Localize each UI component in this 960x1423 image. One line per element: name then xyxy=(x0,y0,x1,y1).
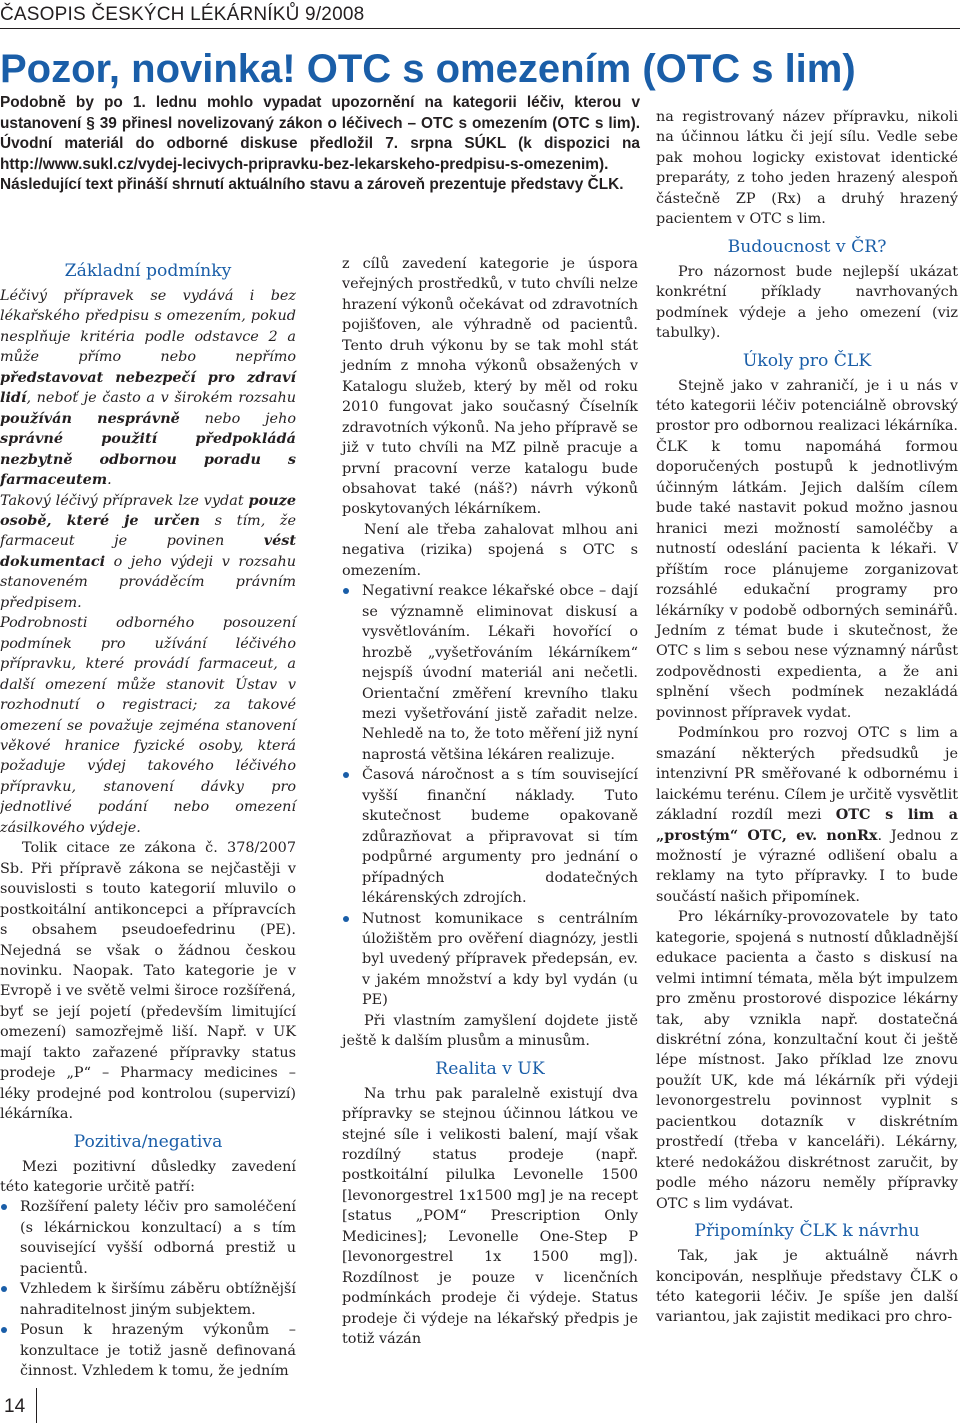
paragraph-text: Podmínkou pro rozvoj OTC s lim a smazání některých předsudků je intenzivní PR směřované k odbornému i laickému terénu. Cílem je určitě vysvětlit základní rozdíl mezi xyxy=(656,725,958,824)
list-item-text: Rozšíření palety léčiv pro samoléčení (s lékárnickou konzultací) a s tím související vyšší odborná prestiž u pacientů. xyxy=(20,1199,296,1277)
paragraph-text: . Jednou z možností je výrazné odlišení obalu a reklamy na tyto přípravky. I to bude součástí našich připomínek. xyxy=(656,827,958,905)
bullet-icon xyxy=(343,916,349,922)
bullet-icon xyxy=(1,1204,7,1210)
list-item xyxy=(0,1320,296,1381)
bullet-icon xyxy=(343,588,349,594)
law-emphasis: používán nesprávně xyxy=(0,409,180,427)
list-item-text: Vzhledem k širšímu záběru obtížnější nahraditelnost jiným subjektem. xyxy=(20,1281,296,1318)
column-2 xyxy=(342,254,638,1350)
law-text: Léčivý přípravek se vydává i bez lékařského předpisu s omezením, pokud nesplňuje kritéria podle odstavce 2 a může přímo nebo nepřímo xyxy=(0,288,296,366)
paragraph xyxy=(656,723,958,907)
list-item-text: Negativní reakce lékařské obce – dají se významně eliminovat diskusí a vysvětlováním. Lékaři hovořící o hrozbě „vyšetřováním lékárníkem“ nejspíš úvodní materiál ani nečetli. Orientační změření krevního tlaku mezi vyšetřování jistě zařadit nelze. Nehledě na to, že toto měření již nyní naprostá většina lékáren realizuje. xyxy=(362,583,638,763)
negatives-list xyxy=(342,581,638,1011)
paragraph: Není ale třeba zahalovat mlhou ani negativa (rizika) spojená s OTC s omezením. xyxy=(342,521,638,579)
law-quote-1 xyxy=(0,286,296,491)
paragraph: Tak, jak je aktuálně návrh koncipován, nesplňuje představy ČLK o této kategorii léčiv. Je spíše jen další variantou, jak zajistit medikaci pro chro- xyxy=(656,1248,958,1326)
paragraph: Stejně jako v zahraničí, je i u nás v této kategorii léčiv potenciálně obrovský prostor pro odbornou realizaci lékárníka. ČLK k tomu napomáhá formou doporučených postupů k jednotlivým účinným látkám. Jejich dalším cílem bude také nastavit pokud možno jasnou hranici mezi možností samoléčby a nutností odeslání pacienta k lékaři. V příštím roce plánujeme zorganizovat rozsáhlé edukační programy pro lékárníky v podobě odborných seminářů. Jedním z témat bude i skutečnost, že OTC s lim s sebou nese významný nárůst zodpovědnosti expedienta, a že ani splnění všech podmínek nezakládá povinnost přípravek vydat. xyxy=(656,377,958,721)
law-quote-3: Podrobnosti odborného posouzení podmínek pro užívání léčivého přípravku, které provádí farmaceut, a další omezení může stanovit Ústav v rozhodnutí o registraci; za takové omezení se považuje zejména stanovení věkové hranice fyzické osoby, která požaduje výdej takového léčivého přípravku, stanovení dávky pro jednotlivé podání nebo omezení zásilkového výdeje. xyxy=(0,615,296,836)
law-text: o jeho výdeji v rozsahu stanoveném prováděcím právním předpisem. xyxy=(0,553,296,611)
law-text: nebo jeho xyxy=(179,410,296,427)
paragraph: Na trhu pak paralelně existují dva přípravky se stejnou účinnou látkou ve stejné síle i velikosti balení, mají však rozdílný status prodeje (např. postkoitální pilulka Levonelle 1500 [levonorgestrel 1x1500 mg] je na recept [status „POM“ Prescription Only Medicines]; Levonelle One-Step P [levonorgestrel 1x 1500 mg]). Rozdílnost je pouze v licenčních podmínkách prodeje či výdeje. Status prodeje či výdeje na lékařský předpis je totiž vázán xyxy=(342,1085,638,1348)
section-heading-pros-cons: Pozitiva/negativa xyxy=(73,1131,223,1152)
paragraph: Mezi pozitivní důsledky zavedení této kategorie určitě patří: xyxy=(0,1158,296,1196)
positives-list xyxy=(0,1197,296,1381)
law-quote-2 xyxy=(0,491,296,614)
footer-divider xyxy=(36,1388,37,1423)
law-emphasis: pouze osobě, které je určen xyxy=(0,491,296,529)
paragraph: Při vlastním zamyšlení dojdete jistě ještě k dalším plusům a minusům. xyxy=(342,1012,638,1050)
list-item xyxy=(342,765,638,908)
list-item xyxy=(0,1197,296,1279)
section-heading-future: Budoucnost v ČR? xyxy=(727,236,887,257)
list-item-text: Časová náročnost a s tím související vyšší finanční náklady. Tuto skutečnost budeme opakovaně zdůrazňovat a připravovat si tím podpůrné argumenty pro jednání o případných dodatečných lékárenských zdrojích. xyxy=(362,767,638,907)
paragraph: Pro lékárníky-provozovatele by tato kategorie, spojená s nutností důkladnější edukace pacienta a často s diskusí na velmi intimní témata, měla být impulzem pro změnu prostorové dispozice lékárny tak, aby vznikla např. dostatečná diskrétní zóna, konzultační kout či ještě lépe místnost. Jako příklad lze znovu použít UK, kde má lékárník při výdeji levonorgestrelu povinnost vyplnit s pacientkou dotazník v diskrétním prostředí (třeba v kanceláři). Lékárny, které nedokážou diskrétnost zaručit, by podle mého názoru neměly přípravky OTC s lim vydávat. xyxy=(656,909,958,1212)
article-lead: Podobně by po 1. lednu mohlo vypadat upozornění na kategorii léčiv, kterou v ustanovení § 39 přinesl novelizovaný zákon o léčivech – OTC s omezením (OTC s lim). Úvodní materiál do odborné diskuse předložil 7. srpna SÚKL (k dispozici na http://www.sukl.cz/vydej-lecivych-pripravku-bez-lekarskeho-predpisu-s-omezenim). Následující text přináší shrnutí aktuálního stavu a zároveň prezentuje představy ČLK. xyxy=(0,94,640,194)
paragraph-emphasis: OTC s lim a „prostým“ OTC, ev. nonRx xyxy=(656,806,958,844)
bullet-icon xyxy=(1,1327,7,1333)
page-number: 14 xyxy=(4,1396,26,1417)
list-item xyxy=(0,1279,296,1320)
bullet-icon xyxy=(343,772,349,778)
section-heading-tasks: Úkoly pro ČLK xyxy=(742,350,872,371)
law-text: , neboť je často a v širokém rozsahu xyxy=(26,390,296,407)
law-text: s tím, že farmaceut je povinen xyxy=(0,512,297,550)
list-item xyxy=(342,909,638,1011)
article-title: Pozor, novinka! OTC s omezením (OTC s lim) xyxy=(0,47,856,91)
law-text: Takový léčivý přípravek lze vydat xyxy=(0,492,249,509)
paragraph: z cílů zavedení kategorie je úspora veřejných prostředků, v tuto chvíli nelze hrazení výkonů očekávat od zdravotních pojišťoven, ale výhradně od pacientů. Tento druh výkonu by se tak mohl stát jedním z mnoha výkonů obsažených v Katalogu služeb, který by měl od roku 2010 fungovat jako současný Číselník zdravotních výkonů. Na jeho přípravě se již v tuto chvíli na MZ pilně pracuje a první pracovní verze katalogu bude obsahovat také (náš?) návrh výkonů poskytovaných lékárníkem. xyxy=(342,256,638,518)
paragraph: Tolik citace ze zákona č. 378/2007 Sb. Při přípravě zákona se nejčastěji v souvislosti s touto kategorií mluvilo o postkoitální antikoncepci a přípravcích s obsahem pseudoefedrinu (PE). Nejedná se však o žádnou českou novinku. Naopak. Tato kategorie je v Evropě i ve světě velmi široce rozšířená, byť se její pojetí (především limitující omezení) samozřejmě liší. Např. v UK mají takto zařazené přípravky status prodeje „P“ – Pharmacy medicines – léky prodejné pod kontrolou (supervizí) lékárníka. xyxy=(0,840,296,1123)
list-item xyxy=(342,581,638,765)
law-emphasis: správné použití předpokládá nezbytně odbornou poradu s farmaceutem xyxy=(0,430,296,489)
law-text: . xyxy=(107,472,112,489)
law-emphasis: vést dokumentaci xyxy=(0,532,296,570)
column-1 xyxy=(0,254,296,1382)
section-heading-basic-conditions: Základní podmínky xyxy=(64,261,232,281)
paragraph: na registrovaný název přípravku, nikoli na účinnou látku či její sílu. Vedle sebe pak mohou logicky existovat identické preparáty, z toho jeden hrazený alespoň částečně ZP (Rx) a druhý hrazený pacientem v OTC s lim. xyxy=(656,109,958,228)
header-divider xyxy=(0,28,960,29)
section-heading-comments: Připomínky ČLK k návrhu xyxy=(694,1221,920,1242)
bullet-icon xyxy=(1,1286,7,1292)
paragraph: Pro názornost bude nejlepší ukázat konkrétní příklady navrhovaných podmínek výdeje a jeho omezení (viz tabulky). xyxy=(656,263,958,342)
list-item-text: Nutnost komunikace s centrálním úložištěm pro ověření diagnózy, jestli byl uvedený přípravek předepsán, ev. v jakém množství a kdy byl vydán (u PE) xyxy=(362,910,638,1009)
law-emphasis: představovat nebezpečí pro zdraví lidí xyxy=(0,368,296,407)
section-heading-uk-reality: Realita v UK xyxy=(435,1058,545,1079)
journal-header: ČASOPIS ČESKÝCH LÉKÁRNÍKŮ 9/2008 xyxy=(0,4,365,25)
list-item-text: Posun k hrazeným výkonům – konzultace je totiž jasně definovaná činnost. Vzhledem k tomu, že jedním xyxy=(20,1322,296,1380)
column-3 xyxy=(656,107,958,1328)
